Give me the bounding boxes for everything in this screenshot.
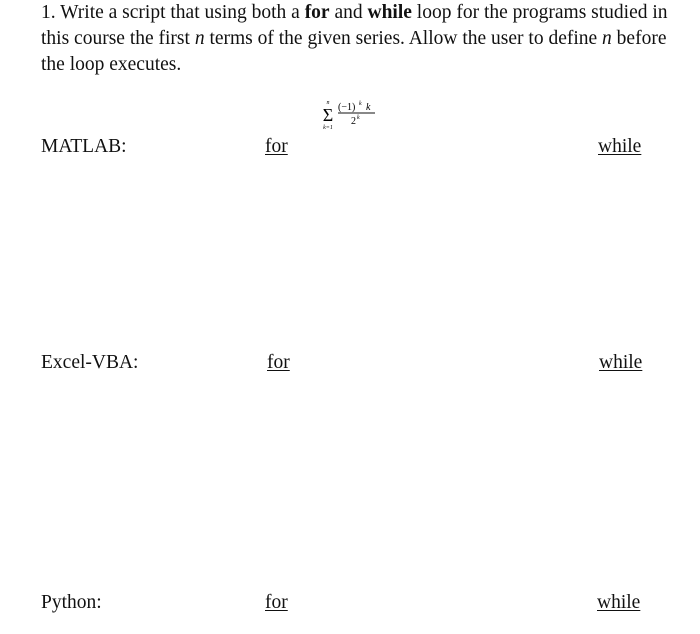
keyword-while: while xyxy=(367,2,412,23)
excel-vba-while-label: while xyxy=(599,352,643,373)
sum-lower-limit: k=1 xyxy=(323,125,333,131)
denominator-base: 2 xyxy=(351,116,356,127)
sum-upper-limit: n xyxy=(326,100,330,106)
keyword-for: for xyxy=(304,2,330,23)
excel-vba-for-label: for xyxy=(267,352,290,373)
numerator-exponent: k xyxy=(359,101,362,107)
python-for-label: for xyxy=(265,592,288,613)
row-label-python: Python: xyxy=(41,592,102,613)
question-part-1: Write a script that using both a xyxy=(60,2,300,23)
variable-n: n xyxy=(602,28,612,49)
question-part-5: before the loop executes. xyxy=(41,28,667,75)
matlab-while-label: while xyxy=(598,136,642,157)
denominator-exponent: k xyxy=(357,115,360,121)
series-formula xyxy=(318,97,388,133)
question-text xyxy=(41,0,681,78)
matlab-for-label: for xyxy=(265,136,288,157)
question-part-2: and xyxy=(334,2,363,23)
row-label-excel-vba: Excel-VBA: xyxy=(41,352,139,373)
variable-n: n xyxy=(194,28,205,49)
question-part-3: loop for the programs studied in this course the first xyxy=(41,2,668,49)
python-while-label: while xyxy=(597,592,641,613)
row-label-matlab: MATLAB: xyxy=(41,136,127,157)
question-number: 1. xyxy=(41,2,56,23)
numerator-base: (−1) xyxy=(338,102,356,113)
numerator-variable: k xyxy=(366,102,371,113)
sum-symbol: Σ xyxy=(322,105,334,125)
question-part-4: terms of the given series. Allow the user to define xyxy=(209,28,598,49)
